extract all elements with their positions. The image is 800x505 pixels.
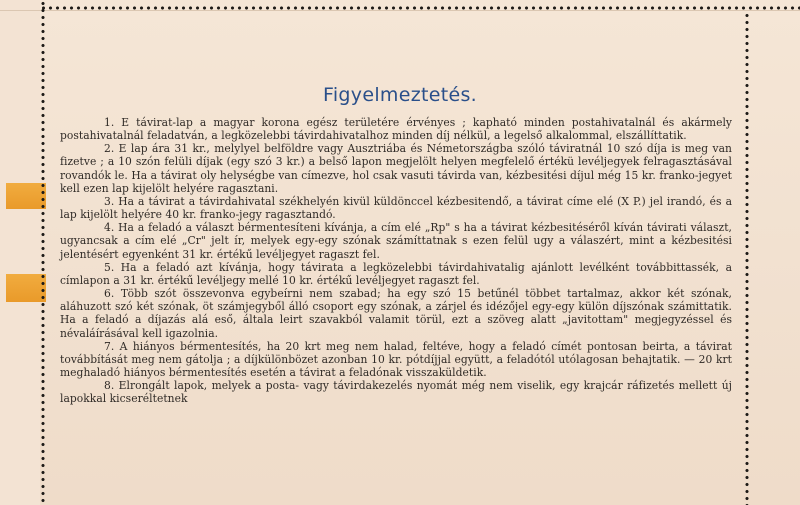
perforation-top [40, 0, 800, 10]
notice-text [60, 116, 732, 405]
paragraph-7: 7. A hiányos bérmentesítés, ha 20 krt meg nem halad, feltéve, hogy a feladó címét pontosan beirta, a távirat továbbítását meg nem gátolja ; a díjkülönbözet azonban 10 kr. pótdíjjal együtt, a feladótól utólagosan behajtatik. — 20 krt meghaladó hiányos bérmentesítés esetén a távirat a feladónak visszaküldetik. [60, 339, 732, 379]
perforation-left [39, 0, 47, 505]
paragraph-3: 3. Ha a távirat a távirdahivatal székhelyén kivül küldönccel kézbesitendő, a távirat címe elé (X P.) jel irandó, és a lap kijelölt helyére 40 kr. franko-jegy ragasztandó. [60, 194, 732, 222]
paragraph-1: 1. E távirat-lap a magyar korona egész területére érvényes ; kapható minden postahivatalnál és akármely postahivatalnál feladatván, a legközelebbi távirdahivatalhoz minden díj nélkül, a legelső alkalommal, elszállíttatik. [60, 116, 732, 143]
paragraph-8: 8. Elrongált lapok, melyek a posta- vagy távirdakezelés nyomát még nem viselik, egy krajcár ráfizetés mellett új lapokkal kicseréltetnek [60, 379, 732, 406]
paragraph-6: 6. Több szót összevonva egybeírni nem szabad; ha egy szó 15 betűnél többet tartalmaz, akkor két szónak, aláhuzott szó két szónak, öt számjegyből álló csoport egy szónak, a zárjel és idézőjel egy-egy külön díjszónak számittatik. Ha a feladó a díjazás alá eső, általa leirt szavakból valamit törül, ezt a szöveg alatt „javitottam" megjegyzéssel és névaláírásával kell igazolnia. [60, 287, 732, 340]
top-edge [0, 10, 800, 11]
paragraph-2: 2. E lap ára 31 kr., melylyel belföldre vagy Ausztriába és Németországba szóló táviratnál 10 szó díja is meg van fizetve ; a 10 szón felüli díjak (egy szó 3 kr.) a belső lapon megjelölt helyen megfelelő értékü levéljegyek felragasztásával rovandók le. Ha a távirat oly helységbe van címezve, hol csak vasuti távirda van, kézbesitési díjul még 15 kr. franko-jegyet kell ezen lap kijelölt helyére ragasztani. [60, 142, 732, 195]
page-title: Figyelmeztetés. [323, 84, 477, 106]
paragraph-5: 5. Ha a feladó azt kívánja, hogy táviratа a legközelebbi távirdahivatalig ajánlott levélként továbbittassék, a címlapon a 31 kr. értékű levéljegy mellé 10 kr. értékű levéljegyet ragaszt fel. [60, 260, 732, 287]
perforation-right [743, 12, 751, 505]
paragraph-4: 4. Ha a feladó a választ bérmentesíteni kívánja, a cím elé „Rp" s ha a távirat kézbesitéséről kíván távirati választ, ugyancsak a cím elé „Cr" jelt ír, melyek egy-egy szónak számíttatnak s ezen felül ugy a válaszért, mint a kézbesitési jelentésért egyenként 31 kr. értékű levéljegyet ragaszt fel. [60, 221, 732, 261]
card-stub [0, 0, 40, 505]
